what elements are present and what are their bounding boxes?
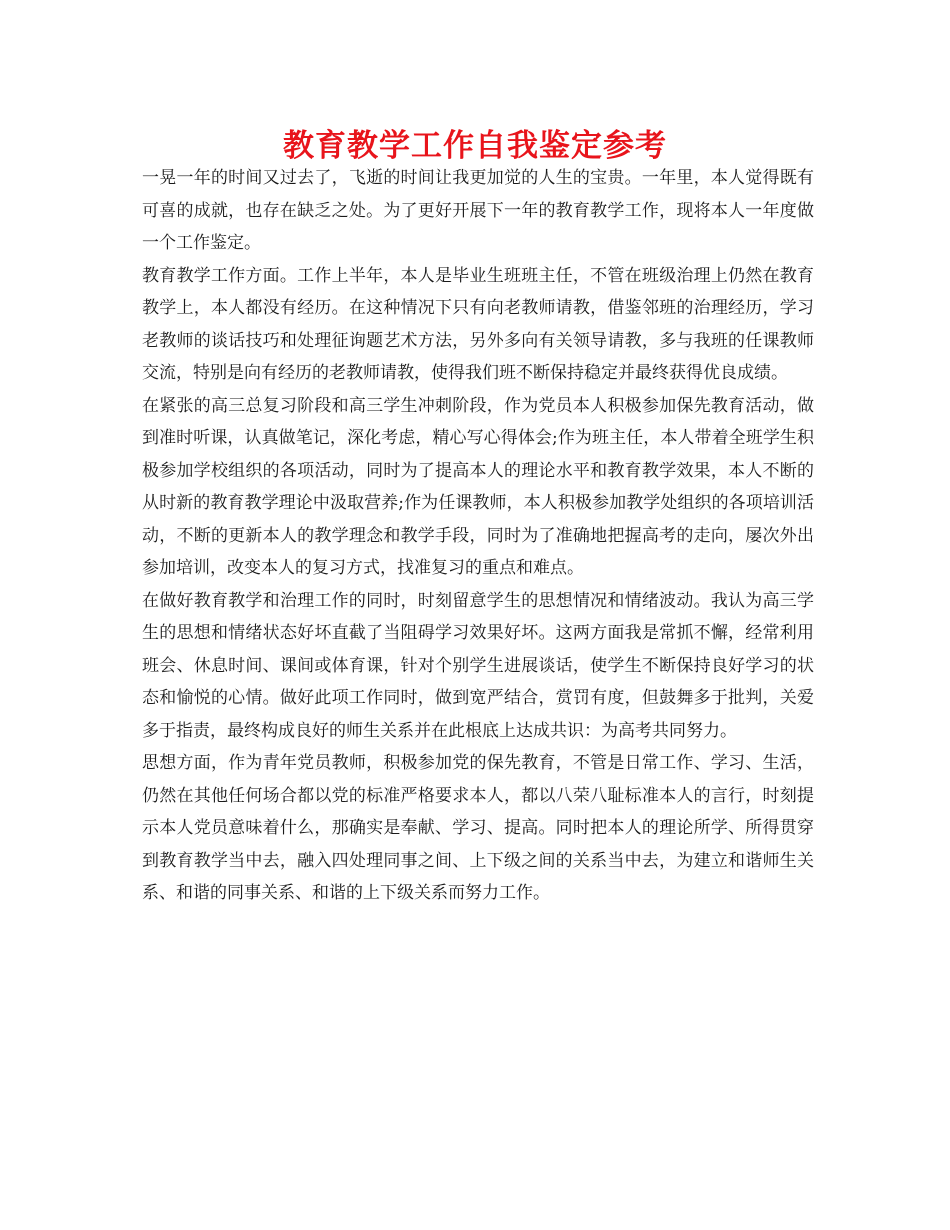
document-body [142, 162, 814, 910]
paragraph-ideology: 思想方面，作为青年党员教师，积极参加党的保先教育，不管是日常工作、学习、生活，仍然在其他任何场合都以党的标准严格要求本人，都以八荣八耻标准本人的言行，时刻提示本人党员意味着什么，那确实是奉献、学习、提高。同时把本人的理论所学、所得贯穿到教育教学当中去，融入四处理同事之间、上下级之间的关系当中去，为建立和谐师生关系、和谐的同事关系、和谐的上下级关系而努力工作。 [142, 753, 814, 903]
document-title: 教育教学工作自我鉴定参考 [283, 128, 667, 164]
paragraph-student-care: 在做好教育教学和治理工作的同时，时刻留意学生的思想情况和情绪波动。我认为高三学生的思想和情绪状态好坏直截了当阻碍学习效果好坏。这两方面我是常抓不懈，经常利用班会、休息时间、课间或体育课，针对个别学生进展谈话，使学生不断保持良好学习的状态和愉悦的心情。做好此项工作同时，做到宽严结合，赏罚有度，但鼓舞多于批判，关爱多于指责，最终构成良好的师生关系并在此根底上达成共识：为高考共同努力。 [142, 590, 814, 741]
paragraph-review-stage: 在紧张的高三总复习阶段和高三学生冲刺阶段，作为党员本人积极参加保先教育活动，做到准时听课，认真做笔记，深化考虑，精心写心得体会;作为班主任，本人带着全班学生积极参加学校组织的各项活动，同时为了提高本人的理论水平和教育教学效果，本人不断的从时新的教育教学理论中汲取营养;作为任课教师，本人积极参加教学处组织的各项培训活动，不断的更新本人的教学理念和教学手段，同时为了准确地把握高考的走向，屡次外出参加培训，改变本人的复习方式，找准复习的重点和难点。 [142, 395, 814, 578]
paragraph-teaching-work: 教育教学工作方面。工作上半年，本人是毕业生班班主任，不管在班级治理上仍然在教育教学上，本人都没有经历。在这种情况下只有向老教师请教，借鉴邻班的治理经历，学习老教师的谈话技巧和处理征询题艺术方法，另外多向有关领导请教，多与我班的任课教师交流，特别是向有经历的老教师请教，使得我们班不断保持稳定并最终获得优良成绩。 [142, 265, 814, 383]
paragraph-intro: 一晃一年的时间又过去了，飞逝的时间让我更加觉的人生的宝贵。一年里，本人觉得既有可喜的成就，也存在缺乏之处。为了更好开展下一年的教育教学工作，现将本人一年度做一个工作鉴定。 [142, 168, 814, 253]
